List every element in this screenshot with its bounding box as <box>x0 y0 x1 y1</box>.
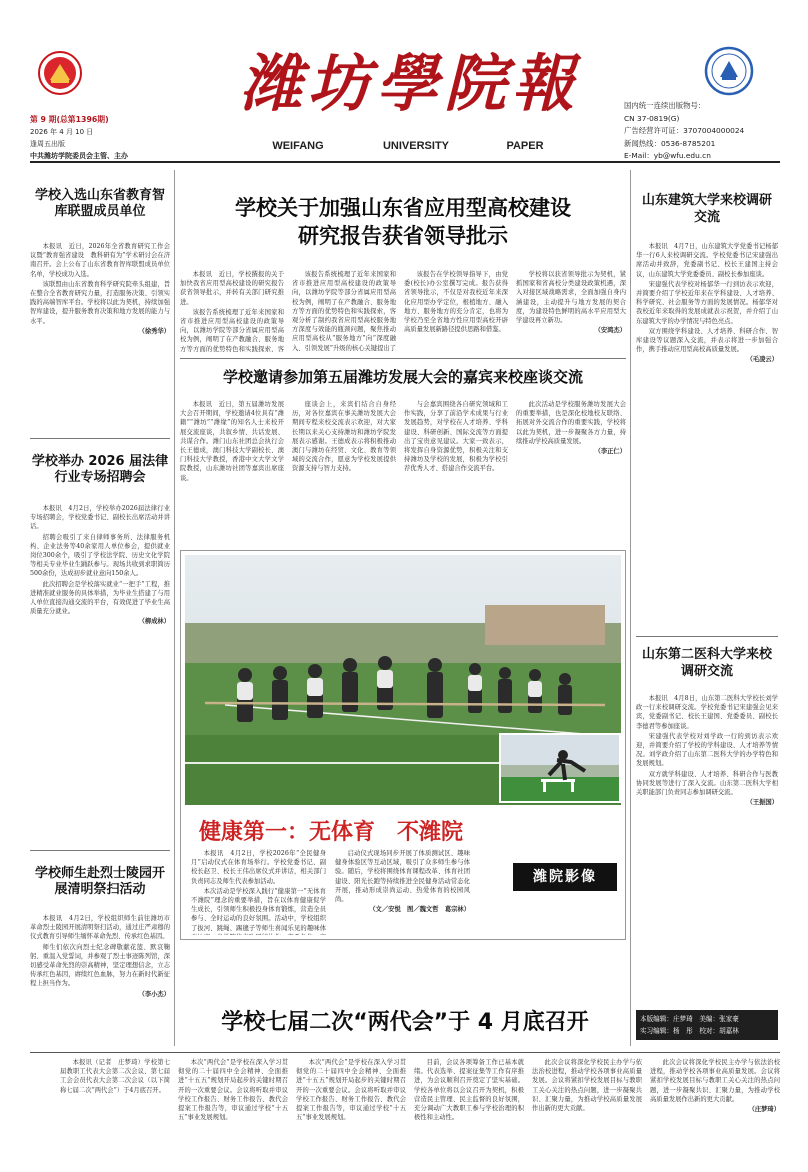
side-left-2-para: 本报讯 4月2日，学校举办2026届法律行业专场招聘会，学校党委书记、副校长出席活动并讲话。 <box>30 505 170 531</box>
bottom-col-3 <box>296 1058 406 1166</box>
photo-column-badge <box>513 863 617 891</box>
photo-author: （文／安悦 图／魏文哲 葛宗林） <box>369 906 470 914</box>
lead-para: 本报讯 近日，学校撰报的关于加快我省应用型高校建设的研究报告获省领导批示，并转有关部门研究推进。 <box>180 271 284 306</box>
side-left-3-para: 师生们依次向烈士纪念碑敬献花篮、默哀鞠躬、重温入党誓词，并参观了烈士事迹陈列馆，深切感受革命先烈的崇高精神，坚定理想信念，立志传承红色基因，赓续红色血脉，努力在新时代新征程上担当作为。 <box>30 943 170 988</box>
lead-para: 该报告在学校领导指导下，由党委(校长)办公室撰写完成。报告获得省领导批示，不仅是对我校近年来深化应用型办学定位，根植地方、融入地方、服务地方的充分肯定，也将为学校乃至全省地方性应用型高校开辟高质量发展新路径提供思路和借鉴。 <box>404 271 508 334</box>
second-author: （李正仁） <box>594 448 626 456</box>
side-left-1-body <box>30 242 170 434</box>
left-sidebar <box>30 170 170 1050</box>
bottom-headline: 学校七届二次“两代会”于 4 月底召开 <box>221 1010 589 1035</box>
ad-license: 广告经营许可证：3707004000024 <box>624 126 745 135</box>
side-right-1-para: 双方围绕学科建设、人才培养、科研合作、智库建设等议题深入交流，并表示将进一步加强合作，携手推动应用型高校高质量发展。 <box>636 327 778 354</box>
right-sidebar <box>636 170 778 1050</box>
bottom-author: （庄梦琦） <box>748 1106 780 1114</box>
second-body <box>180 400 626 542</box>
bottom-para: 此次会议将深化学校民主办学与依法治校进程，推动学校各项事业高质量发展。会议将紧扣学校发展目标与教职工关心关注的热点问题，进一步凝聚共识、汇聚力量，为推动学校高质量发展作出新的更大贡献。 <box>532 1059 642 1113</box>
masthead-en-paper: PAPER <box>506 140 544 152</box>
photo-para: 本报讯 4月2日，学校2026年“全民健身月”启动仪式在体育场举行。学校党委书记、副校长赵卫、校长王伟出席仪式并讲话，相关部门负责同志及师生代表参加活动。 <box>191 850 326 885</box>
publisher: 中共潍坊学院委员会主管、主办 <box>30 152 128 160</box>
lead-author: （安鸿杰） <box>594 327 626 335</box>
side-left-3-title-text: 学校师生赴烈士陵园开展清明祭扫活动 <box>34 866 165 897</box>
photo-col-2 <box>335 849 470 935</box>
photo-col-1 <box>191 849 326 935</box>
bottom-para: 目前，会议各项筹备工作已基本就绪。代表选举、提案征集等工作有序推进，为会议顺利召开奠定了坚实基础。学校各单位将以会议召开为契机，积极营造民主管理、民主监督的良好氛围，充分调动广大教职工参与学校治理的积极性和主动性。 <box>414 1059 524 1122</box>
news-hotline: 新闻热线：0536-8785201 <box>624 138 716 148</box>
side-left-2-title <box>30 454 170 486</box>
side-left-1-title-text: 学校入选山东省教育智库联盟成员单位 <box>34 188 165 219</box>
lead-col-1 <box>180 270 284 352</box>
second-col-2 <box>292 400 396 542</box>
lead-divider <box>180 358 626 359</box>
side-left-2-author: （柳成林） <box>138 618 170 626</box>
lead-headline <box>180 194 626 250</box>
second-para: 与会嘉宾围绕各自研究领域和工作实践，分享了前沿学术成果与行业发展趋势，对学校在人才培养、学科建设、科研创新、国际交流等方面提出了宝贵意见建议。大家一致表示，将发挥自身资源优势，积极关注和支持潍坊及学校的发展，积极为学校引荐优秀人才、搭建合作交流平台。 <box>404 401 508 473</box>
party-emblem-logo <box>38 50 82 96</box>
side-left-3-title <box>30 866 170 898</box>
issue-date: 2026 年 4 月 10 日 <box>30 128 94 136</box>
side-left-2-para: 此次招聘会是学校落实就业“一把手”工程，推进精准就业服务的具体举措，为毕业生搭建了与用人单位直接沟通交流的平台，有效促进了毕业生高质量充分就业。 <box>30 580 170 616</box>
cn-label: 国内统一连续出版物号： <box>624 101 706 110</box>
side-left-2-title-text: 学校举办 2026 届法律行业专场招聘会 <box>31 454 169 485</box>
side-left-divider <box>30 850 170 851</box>
lead-headline-line2: 研究报告获省领导批示 <box>298 224 508 248</box>
masthead-en-university: UNIVERSITY <box>382 140 449 152</box>
intern-line: 实习编辑：杨 彤 校对：胡嘉林 <box>640 1027 739 1035</box>
lead-para: 该报告系统梳理了近年来国家和省市推进应用型高校建设的政策导向，以潍坊学院等部分省属应用型高校为例，阐明了在产教融合、服务地方等方面的优势特色和实践探索，客 <box>180 308 284 352</box>
issue-weekday: 逢周五出版 <box>30 140 65 148</box>
lead-para: 学校将以获省领导批示为契机，紧抓国家和省高校分类建设政策机遇，深入对接区域战略需求，全面加强自身内涵建设，主动提升与地方发展的契合度，为建设特色鲜明的高水平应用型大学建设再立新功。 <box>516 271 626 325</box>
left-column-rule <box>174 170 175 1046</box>
side-left-3-author: （李小杰） <box>138 990 170 998</box>
second-col-4 <box>516 400 626 542</box>
side-right-1-para: 宋建强代表学校对杨郁华一行到访表示欢迎，并简要介绍了学校近年来在学科建设、人才培养、科学研究、社会服务等方面的发展情况。杨郁华对我校近年来取得的发展成就表示祝贺，并介绍了山东建筑大学的办学情况与特色亮点。 <box>636 280 778 325</box>
photo-para: 启动仪式现场同步开展了体质测试区、趣味健身体验区等互动区域，吸引了众多师生参与体验。随后，学校将围绕体育课程改革、体育社团建设、阳光长跑等持续推进全民健身活动常态化开展，推动形成崇尚运动、热爱体育的校园风尚。 <box>335 850 470 904</box>
masthead-title: 潍坊學院報 <box>240 47 581 120</box>
side-right-2-title-text: 山东第二医科大学来校调研交流 <box>641 647 772 679</box>
lead-headline-line1: 学校关于加强山东省应用型高校建设 <box>235 196 571 220</box>
bottom-body <box>60 1058 784 1166</box>
lead-para: 该报告系统梳理了近年来国家和省市推进应用型高校建设的政策导向，以潍坊学院等部分省属应用型高校为例，阐明了在产教融合、服务地方等方面的优势特色和实践探索，客观分析了制约我省应用型高校服务地方深度与效能的瓶颈问题，聚焦推动应用型高校从“服务地方”向“深度融入、引领发展”升级的核心关键提出了 <box>292 271 396 352</box>
bottom-col-6 <box>650 1058 780 1166</box>
side-right-2-para: 本报讯 4月8日，山东第二医科大学校长刘学政一行来校调研交流。学校党委书记宋建强会见来宾，党委副书记、校长王建国、党委委员、副校长李德君等参加座谈。 <box>636 695 778 730</box>
lead-body <box>180 270 626 352</box>
lead-col-3 <box>404 270 508 352</box>
second-para: 座谈会上，来宾们结合自身经历，对各位嘉宾在事关潍坊发展大会期间专程来校交流表示欢迎，对大家长期以来关心支持潍坊和潍坊学院发展表示感谢。王德成表示将积极推动澳门与潍坊在经贸、文化、教育等领域的交流合作，愿意为学校发展提供资源支持与智力支持。 <box>292 401 396 473</box>
side-right-2-para: 双方就学科建设、人才培养、科研合作与医教协同发展等进行了深入交流。山东第二医科大学相关职能部门负责同志参加调研交流。 <box>636 770 778 797</box>
second-para: 本报讯 近日，第五届潍坊发展大会召开期间，学校邀请4位具有“潍籍”“潍坊”“潍缘”的知名人士来校开展交流座谈，共叙乡情、共话发展、共谋合作。潍门山东社团总会执行会长王德成，澳门科技大学副校长、澳门科技大学教授，香港中文大学文学院教授，山东潍坊社团等嘉宾出席座谈。 <box>180 401 284 482</box>
bottom-col-2 <box>178 1058 288 1166</box>
side-left-2-para: 招聘会吸引了来自律师事务所、法律服务机构、企业法务等40余家用人单位参会，提供就业岗位300余个，吸引了学校法学院、历史文化学院等相关专业毕业生踊跃参与。现场共收到求职简历500余份，达成初步就业意向150余人。 <box>30 533 170 578</box>
masthead-rule <box>30 161 780 163</box>
hurdle-photo <box>499 733 621 803</box>
second-col-3 <box>404 400 508 542</box>
side-left-divider <box>30 438 170 439</box>
masthead <box>0 0 808 160</box>
side-left-1-author: （徐秀华） <box>138 327 170 335</box>
side-right-divider <box>636 636 778 637</box>
bottom-para: 此次会议将深化学校民主办学与依法治校进程，推动学校各项事业高质量发展。会议将紧扣学校发展目标与教职工关心关注的热点问题，进一步凝聚共识、汇聚力量，为推动学校高质量发展作出新的更大贡献。 <box>650 1059 780 1103</box>
bottom-para: 本次“两代会”是学校在深入学习贯彻党的二十届四中全会精神、全面推进“十五五”规划开局起步的关键时期召开的一次重要会议。会议将听取并审议学校工作报告、财务工作报告、教代会提案工作报告等，审议通过学校“十五五”事业发展规划。 <box>296 1059 406 1122</box>
photo-feature <box>180 550 626 940</box>
lead-col-2 <box>292 270 396 352</box>
side-right-2-body <box>636 694 778 994</box>
side-right-1-para: 本报讯 4月7日，山东建筑大学党委书记杨郁华一行6人来校调研交流。学校党委书记宋建强出席活动并致辞，党委副书记、校长王建国主持会议，山东建筑大学党委委员、副校长参加座谈。 <box>636 243 778 278</box>
side-right-2-author: （王振国） <box>746 799 778 807</box>
side-right-1-author: （毛凌云） <box>746 356 778 364</box>
cn-number: CN 37-0819(G) <box>624 113 680 123</box>
side-left-1-para: 该联盟由山东省教育科学研究院牵头组建，旨在整合全省教育研究力量，打造服务决策、引领实践的高端智库平台。学校将以此为契机，持续加强智库建设，提升服务教育决策和地方发展的能力与水平。 <box>30 280 170 325</box>
side-left-1-title <box>30 188 170 220</box>
bottom-top-rule <box>30 1052 780 1053</box>
contact-email: E-Mail：yb@wfu.edu.cn <box>624 151 711 160</box>
right-column-rule <box>630 170 631 1046</box>
photo-para: 本次活动是学校深入践行“健康第一”无体育 不潍院”理念的重要举措，旨在以体育健康促学生成长，引领师生积极投身体育锻炼，营造全员参与、全时运动的良好氛围。活动中，学校组织了拔河、跳绳、踢毽子等师生喜闻乐见的趣味体 <box>191 887 326 932</box>
bottom-col-1 <box>60 1058 170 1166</box>
side-right-1-title-text: 山东建筑大学来校调研交流 <box>641 193 772 225</box>
editor-line: 本版编辑：庄梦琦 美编：张家豪 <box>640 1015 739 1023</box>
publication-info <box>624 100 804 163</box>
side-left-1-para: 本报讯 近日，2026年全省教育研究工作会议暨“教育强省建设 教科研有为”学术研讨会在济南召开。会上公布了山东省教育智库联盟成员单位名单，学校成功入选。 <box>30 243 170 278</box>
bottom-col-4 <box>414 1058 524 1166</box>
side-left-3-para: 本报讯 4月2日，学校组织师生前往潍坊市革命烈士陵园开展清明祭扫活动，通过庄严肃穆的仪式教育引导师生缅怀革命先烈、传承红色基因。 <box>30 915 170 941</box>
photo-column-badge-text: 潍院影像 <box>533 869 597 885</box>
second-headline: 学校邀请参加第五届潍坊发展大会的嘉宾来校座谈交流 <box>222 368 583 386</box>
university-seal-logo <box>704 46 754 96</box>
issue-number: 第 9 期(总第1396期) <box>30 115 109 124</box>
photo-caption: 健康第一：无体育 不潍院 <box>199 820 464 845</box>
second-col-1 <box>180 400 284 542</box>
bottom-para: 本次“两代会”是学校在深入学习贯彻党的二十届四中全会精神、全面推进“十五五”规划开局起步的关键时期召开的一次重要会议。会议将听取并审议学校工作报告、财务工作报告、教代会提案工作报告等，审议通过学校“十五五”事业发展规划。 <box>178 1059 288 1122</box>
second-para: 此次活动是学校服务潍坊发展大会的重要举措，也是深化校地校友联络、拓展对外交流合作的重要实践，学校将以此为契机，进一步凝聚各方力量，持续推动学校高质量发展。 <box>516 401 626 445</box>
side-right-2-title <box>636 646 778 680</box>
side-right-1-body <box>636 242 778 632</box>
bottom-para: 本报讯（记者 庄梦琦）学校第七届教职工代表大会第二次会议、第七届工会会员代表大会第二次会议（以下简称七届二次“两代会”）于4月底召开。 <box>60 1059 170 1094</box>
lead-col-4 <box>516 270 626 352</box>
side-right-2-para: 宋建强代表学校对刘学政一行的到访表示欢迎，并简要介绍了学校的学科建设、人才培养等情况。刘学政介绍了山东第二医科大学的办学特色和发展规划。 <box>636 732 778 768</box>
bottom-col-5 <box>532 1058 642 1166</box>
issue-info <box>30 114 210 162</box>
masthead-en-weifang: WEIFANG <box>272 140 324 152</box>
side-left-2-body <box>30 504 170 816</box>
side-right-1-title <box>636 192 778 226</box>
